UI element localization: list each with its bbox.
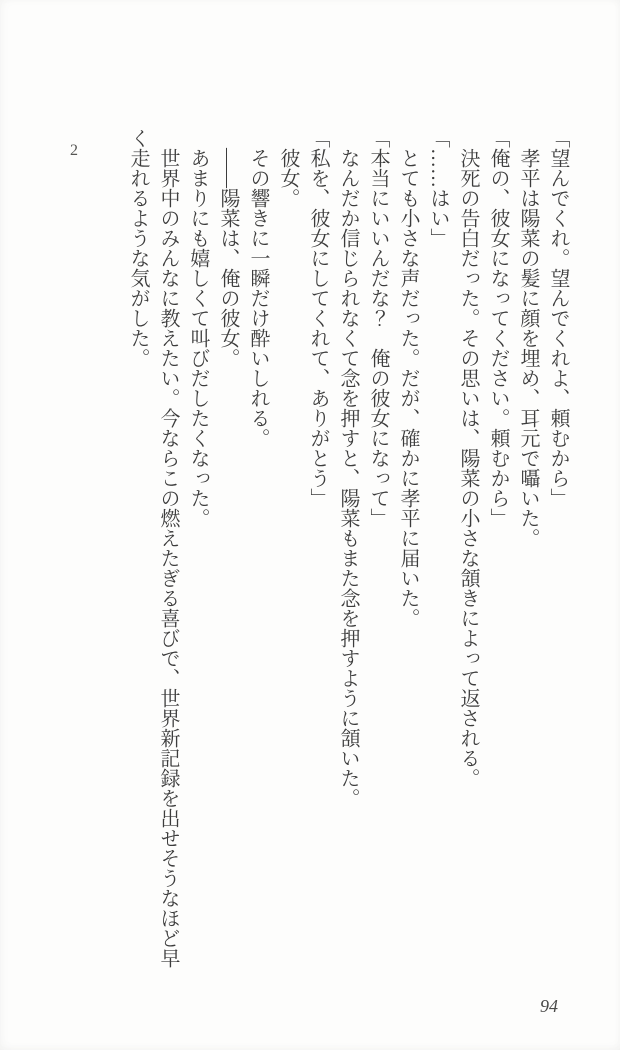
narrative-line: なんだか信じられなくて念を押すと、陽菜もまた念を押すように頷いた。 [337,148,359,808]
dialogue-line: 「望んでくれ。望んでくれよ、頼むから」 [547,128,569,508]
narrative-line: 孝平は陽菜の髪に顔を埋め、耳元で囁いた。 [517,148,539,548]
novel-text-block [123,128,573,966]
continuation-line: く走れるような気がした。 [127,128,149,368]
dialogue-line: 「本当にいいんだな？ 俺の彼女になって」 [367,128,389,528]
narrative-line: とても小さな声だった。だが、確かに孝平に届いた。 [397,148,419,628]
section-number: 2 [70,142,78,159]
narrative-line: ――陽菜は、俺の彼女。 [217,148,239,368]
narrative-line: その響きに一瞬だけ酔いしれる。 [247,148,269,448]
page-number: 94 [540,996,558,1016]
narrative-line: 彼女。 [277,148,299,208]
dialogue-line: 「……はい」 [427,128,449,248]
narrative-line: 決死の告白だった。その思いは、陽菜の小さな頷きによって返される。 [457,148,479,788]
narrative-line: 世界中のみんなに教えたい。今ならこの燃えたぎる喜びで、世界新記録を出せそうなほど早 [157,148,179,968]
dialogue-line: 「私を、彼女にしてくれて、ありがとう」 [307,128,329,508]
dialogue-line: 「俺の、彼女になってください。頼むから」 [487,128,509,528]
narrative-line: あまりにも嬉しくて叫びだしたくなった。 [187,148,209,528]
